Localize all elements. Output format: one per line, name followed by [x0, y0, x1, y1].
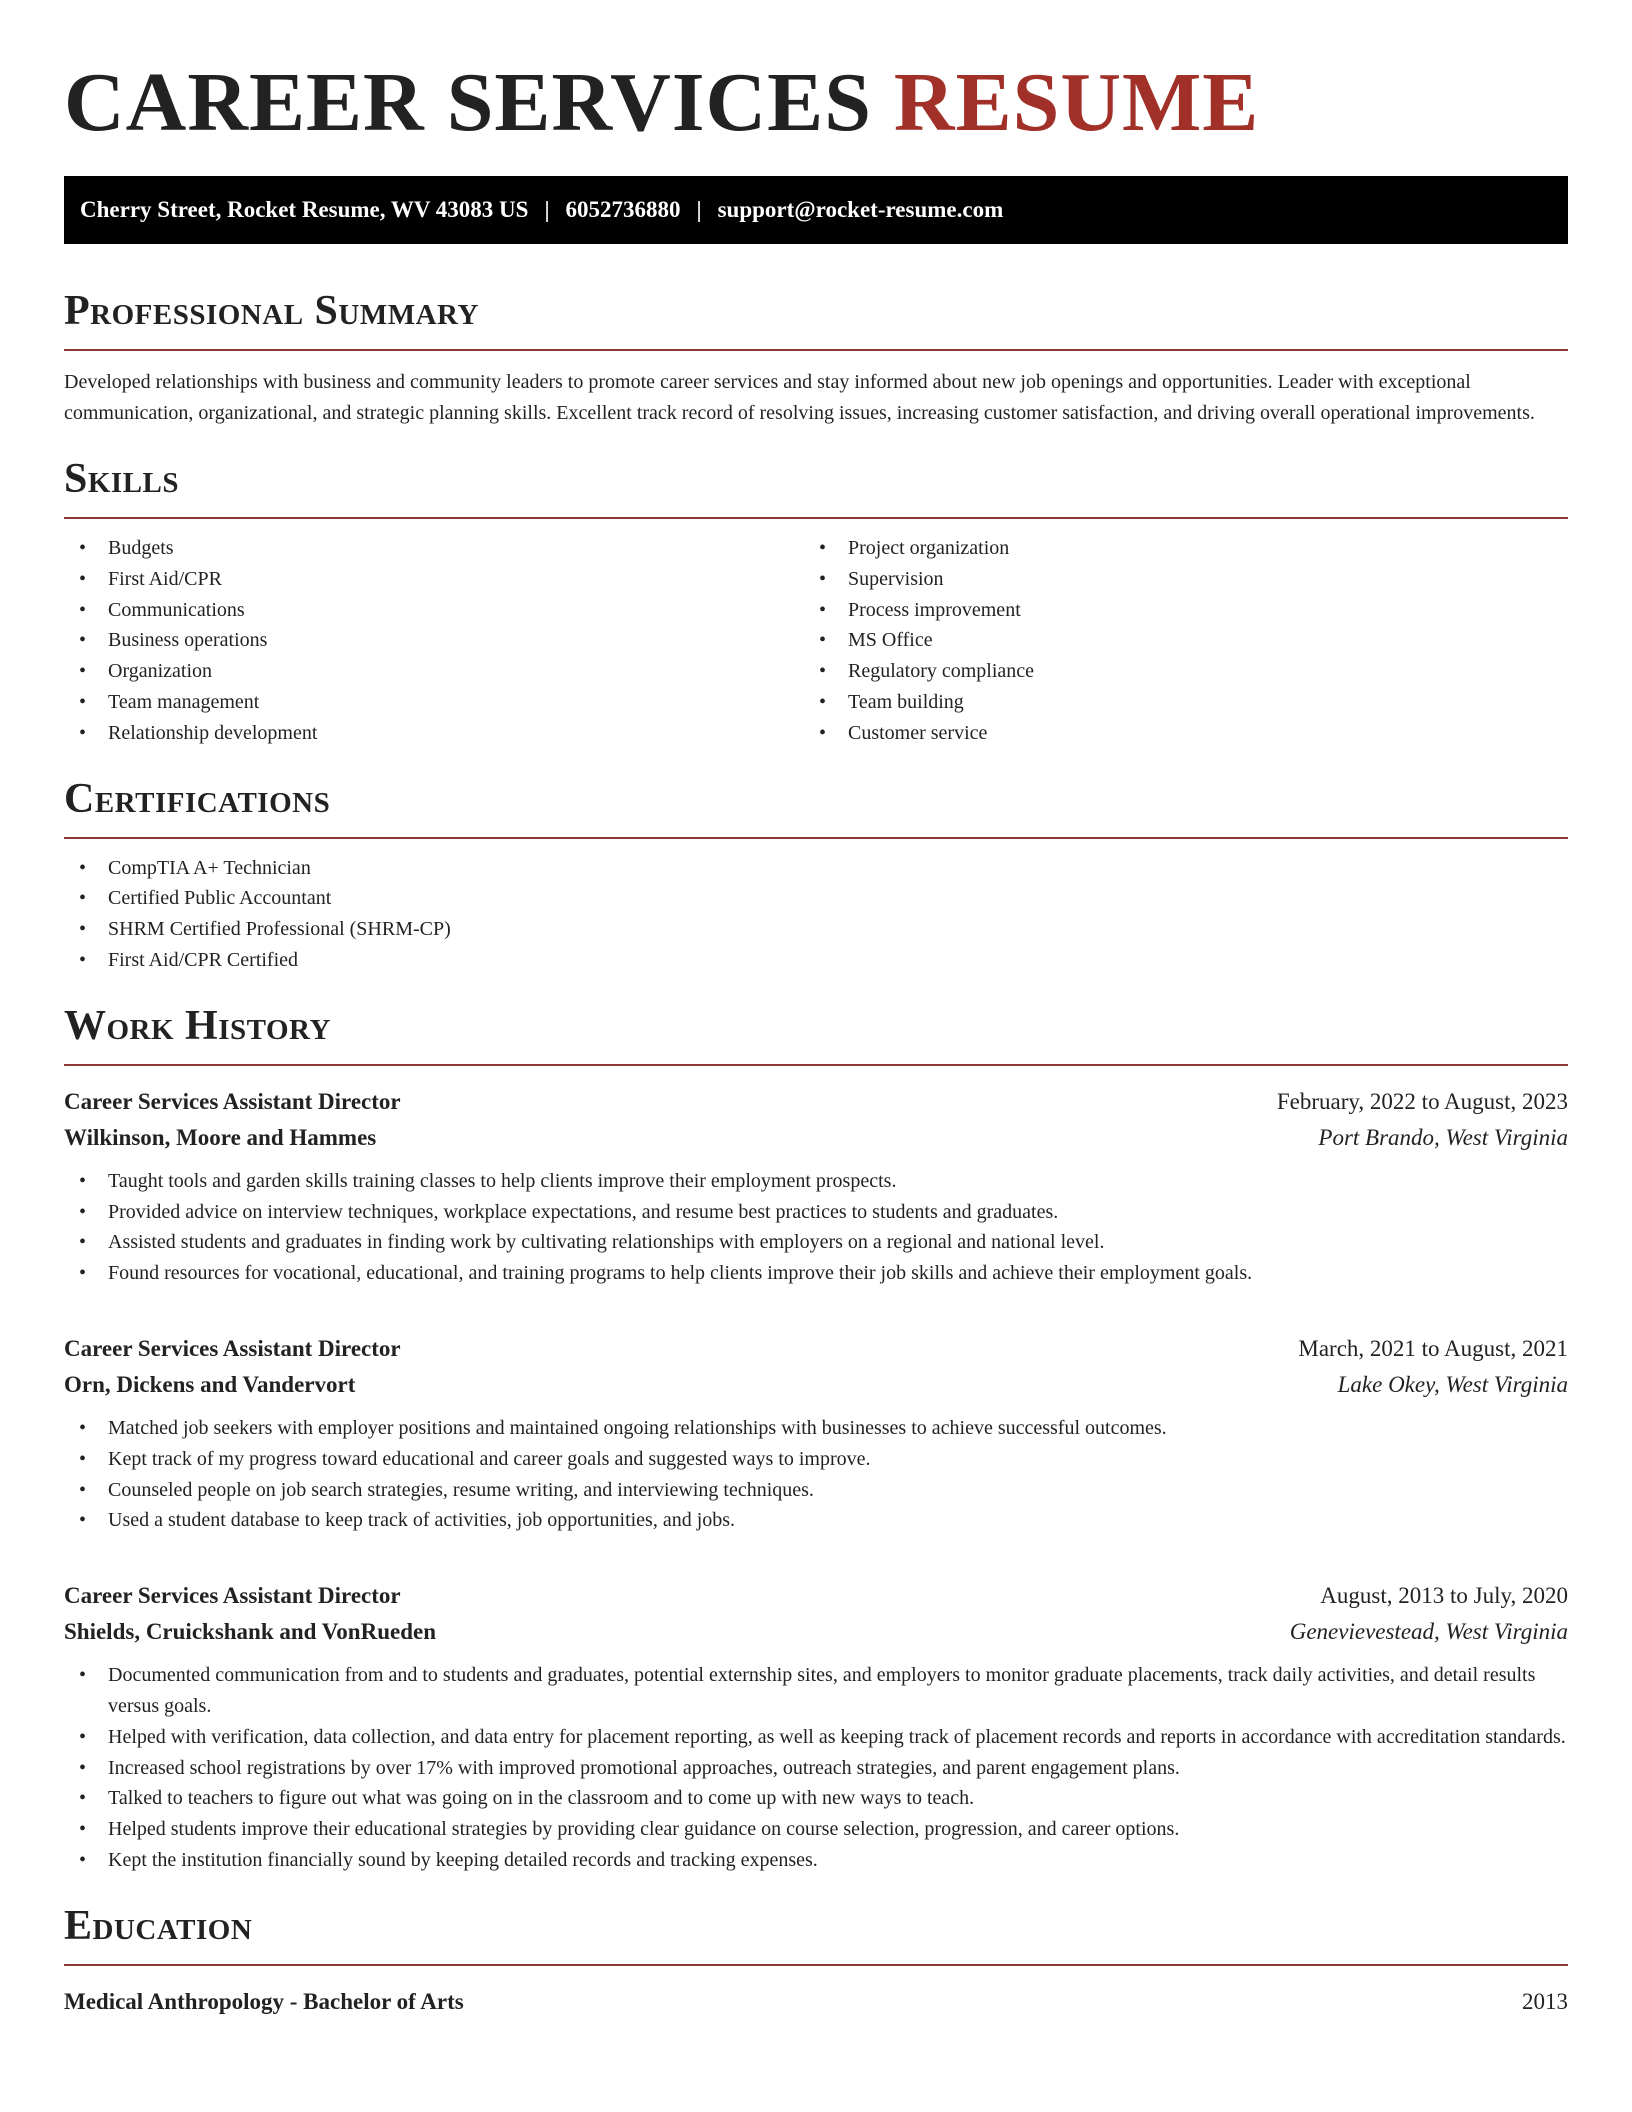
job-title: Career Services Assistant Director	[64, 1088, 401, 1114]
job-bullets	[64, 1166, 1568, 1289]
list-item: • Helped with verification, data collection, and data entry for placement reporting, as well as keeping track of placement records and reports in accordance with accreditation standards.	[64, 1722, 1568, 1753]
job-location: Lake Okey, West Virginia	[1337, 1371, 1568, 1397]
contact-email: support@rocket-resume.com	[717, 197, 1004, 222]
job-dates: March, 2021 to August, 2021	[1298, 1335, 1568, 1361]
section-heading: Professional Summary	[64, 288, 479, 334]
section-divider	[64, 349, 1568, 351]
section-divider	[64, 1964, 1568, 1966]
list-item: • Matched job seekers with employer positions and maintained ongoing relationships with businesses to achieve successful outcomes.	[64, 1413, 1568, 1444]
education-degree: Medical Anthropology - Bachelor of Arts	[64, 1988, 464, 2014]
section-heading: Skills	[64, 456, 180, 502]
list-item: • Taught tools and garden skills training classes to help clients improve their employment prospects.	[64, 1166, 1568, 1197]
list-item: • Helped students improve their educational strategies by providing clear guidance on course selection, progression, and career options.	[64, 1814, 1568, 1845]
list-item: • Regulatory compliance	[804, 656, 1544, 687]
job-subheader	[64, 1367, 1568, 1403]
job-company: Wilkinson, Moore and Hammes	[64, 1124, 377, 1150]
job-subheader	[64, 1120, 1568, 1156]
list-item: • Team management	[64, 687, 804, 718]
skills-list-right	[804, 533, 1544, 749]
job-entry	[64, 1331, 1568, 1536]
list-item: • SHRM Certified Professional (SHRM-CP)	[64, 914, 1568, 945]
job-title: Career Services Assistant Director	[64, 1335, 401, 1361]
job-entry	[64, 1578, 1568, 1876]
section-heading: Certifications	[64, 775, 331, 822]
list-item: • Counseled people on job search strategies, resume writing, and interviewing techniques.	[64, 1475, 1568, 1506]
list-item: • Used a student database to keep track of activities, job opportunities, and jobs.	[64, 1505, 1568, 1536]
section-heading: Work History	[64, 1002, 331, 1049]
list-item: • Talked to teachers to figure out what was going on in the classroom and to come up with new ways to teach.	[64, 1783, 1568, 1814]
title-main: CAREER SERVICES	[64, 56, 872, 149]
list-item: • MS Office	[804, 625, 1544, 656]
list-item: • Relationship development	[64, 718, 804, 749]
education-section	[64, 1902, 1568, 2020]
list-item: • Process improvement	[804, 595, 1544, 626]
job-company: Orn, Dickens and Vandervort	[64, 1371, 356, 1397]
skills-columns	[64, 519, 1568, 749]
job-location: Port Brando, West Virginia	[1318, 1124, 1568, 1150]
contact-separator: |	[544, 197, 550, 222]
summary-section	[64, 287, 1568, 429]
certifications-list	[64, 853, 1568, 976]
contact-bar	[64, 176, 1568, 244]
list-item: • First Aid/CPR Certified	[64, 945, 1568, 976]
job-location: Genevievestead, West Virginia	[1289, 1619, 1568, 1645]
job-header	[64, 1331, 1568, 1367]
education-year: 2013	[1522, 1988, 1568, 2014]
list-item: • Project organization	[804, 533, 1544, 564]
job-dates: February, 2022 to August, 2023	[1276, 1088, 1568, 1114]
list-item: • Budgets	[64, 533, 804, 564]
list-item: • Documented communication from and to students and graduates, potential externship sites, and employers to monitor graduate placements, track daily activities, and detail results versus goals.	[64, 1660, 1568, 1722]
skills-section	[64, 455, 1568, 749]
job-subheader	[64, 1614, 1568, 1650]
title-accent: RESUME	[893, 56, 1260, 149]
list-item: • First Aid/CPR	[64, 564, 804, 595]
job-dates: August, 2013 to July, 2020	[1320, 1583, 1568, 1609]
list-item: • Kept track of my progress toward educational and career goals and suggested ways to improve.	[64, 1444, 1568, 1475]
list-item: • Provided advice on interview techniques, workplace expectations, and resume best practices to students and graduates.	[64, 1197, 1568, 1228]
list-item: • Kept the institution financially sound by keeping detailed records and tracking expenses.	[64, 1845, 1568, 1876]
list-item: • Organization	[64, 656, 804, 687]
section-divider	[64, 837, 1568, 839]
list-item: • Business operations	[64, 625, 804, 656]
job-header	[64, 1084, 1568, 1120]
skills-list-left	[64, 533, 804, 749]
education-header	[64, 1984, 1568, 2020]
job-title: Career Services Assistant Director	[64, 1583, 401, 1609]
job-bullets	[64, 1660, 1568, 1876]
list-item: • Team building	[804, 687, 1544, 718]
job-bullets	[64, 1413, 1568, 1536]
list-item: • Communications	[64, 595, 804, 626]
list-item: • Customer service	[804, 718, 1544, 749]
job-company: Shields, Cruickshank and VonRueden	[64, 1619, 436, 1645]
summary-text: Developed relationships with business and community leaders to promote career services and stay informed about new job openings and opportunities. Leader with exceptional communication, organizational, and strategic planning skills. Excellent track record of resolving issues, increasing customer satisfaction, and driving overall operational improvements.	[64, 371, 1535, 424]
list-item: • Supervision	[804, 564, 1544, 595]
contact-address: Cherry Street, Rocket Resume, WV 43083 US	[80, 197, 529, 222]
contact-phone: 6052736880	[565, 197, 681, 222]
work-history-section	[64, 1002, 1568, 1876]
contact-separator: |	[696, 197, 702, 222]
list-item: • Increased school registrations by over 17% with improved promotional approaches, outreach strategies, and parent engagement plans.	[64, 1753, 1568, 1784]
list-item: • Found resources for vocational, educational, and training programs to help clients improve their job skills and achieve their employment goals.	[64, 1258, 1568, 1289]
job-header	[64, 1578, 1568, 1614]
list-item: • Assisted students and graduates in finding work by cultivating relationships with employers on a regional and national level.	[64, 1227, 1568, 1258]
section-divider	[64, 1064, 1568, 1066]
job-entry	[64, 1084, 1568, 1289]
list-item: • Certified Public Accountant	[64, 883, 1568, 914]
education-entry	[64, 1984, 1568, 2020]
section-heading: Education	[64, 1902, 253, 1949]
certifications-section	[64, 775, 1568, 976]
resume-title	[64, 0, 1568, 148]
list-item: • CompTIA A+ Technician	[64, 853, 1568, 884]
